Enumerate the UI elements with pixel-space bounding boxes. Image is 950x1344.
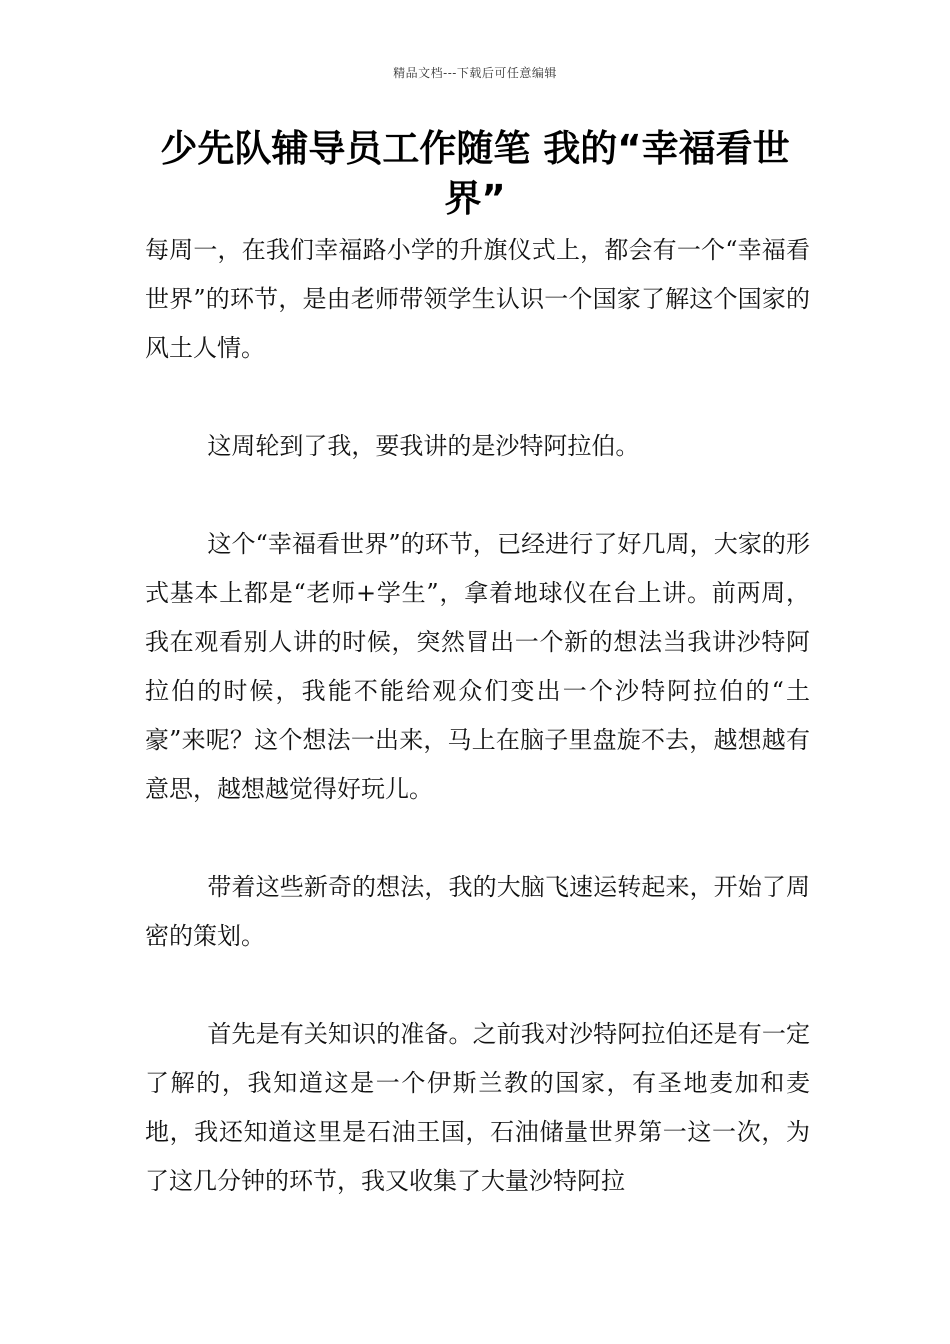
- document-body: [145, 226, 810, 1206]
- page-header: 精品文档---下载后可任意编辑: [393, 66, 557, 80]
- paragraph-5: 首先是有关知识的准备。之前我对沙特阿拉伯还是有一定了解的，我知道这是一个伊斯兰教的国家，有圣地麦加和麦地，我还知道这里是石油王国，石油储量世界第一这一次，为了这几分钟的环节，我又收集了大量沙特阿拉: [145, 1020, 810, 1195]
- paragraph-gap: [145, 373, 810, 422]
- paragraph-gap: [145, 471, 810, 520]
- paragraph-gap: [145, 814, 810, 863]
- paragraph-3: 这个“幸福看世界”的环节，已经进行了好几周，大家的形式基本上都是“老师+学生”，拿着地球仪在台上讲。前两周，我在观看别人讲的时候，突然冒出一个新的想法当我讲沙特阿拉伯的时候，我能不能给观众们变出一个沙特阿拉伯的“土豪”来呢？这个想法一出来，马上在脑子里盘旋不去，越想越有意思，越想越觉得好玩儿。: [145, 530, 810, 803]
- paragraph-gap: [145, 961, 810, 1010]
- document-title: 少先队辅导员工作随笔 我的“幸福看世界”: [160, 127, 790, 220]
- paragraph-1: 每周一，在我们幸福路小学的升旗仪式上，都会有一个“幸福看世界”的环节，是由老师带领学生认识一个国家了解这个国家的风土人情。: [145, 236, 810, 362]
- paragraph-2: 这周轮到了我，要我讲的是沙特阿拉伯。: [207, 432, 640, 460]
- paragraph-4: 带着这些新奇的想法，我的大脑飞速运转起来，开始了周密的策划。: [145, 873, 810, 950]
